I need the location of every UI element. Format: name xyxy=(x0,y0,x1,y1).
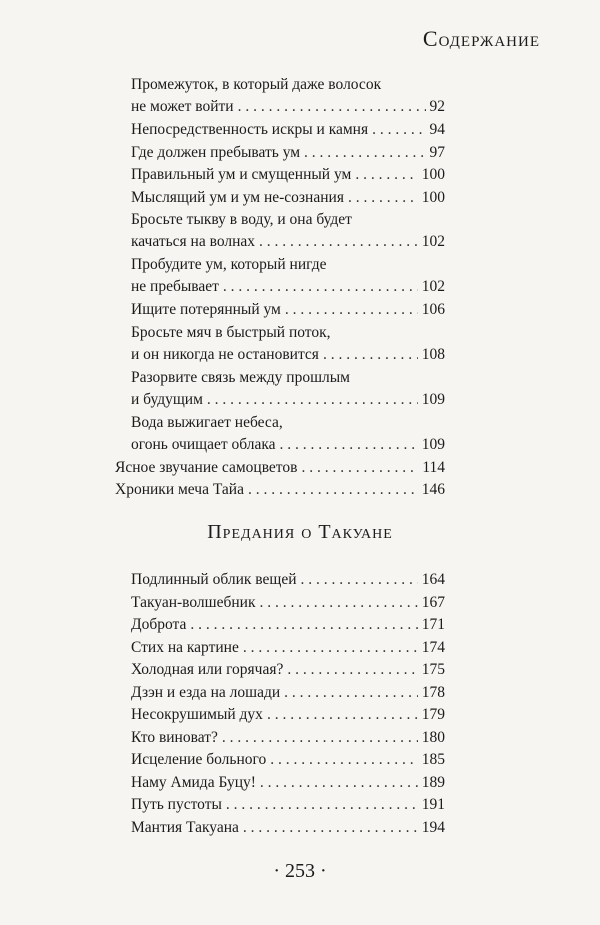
toc-entry xyxy=(131,119,445,141)
toc-entry-title: Пробудите ум, который нигде xyxy=(131,256,327,273)
toc-entry xyxy=(131,772,445,794)
toc-entry-page: 178 xyxy=(421,683,445,701)
dot-leader xyxy=(226,794,418,816)
dot-leader xyxy=(270,749,418,771)
toc-entry xyxy=(131,794,445,816)
dot-leader xyxy=(301,457,418,479)
dot-leader xyxy=(222,727,418,749)
toc-entry xyxy=(131,412,445,456)
toc-entry-title: Путь пустоты xyxy=(131,796,222,813)
toc-entry-page: 100 xyxy=(421,188,445,206)
toc-entry-title: качаться на волнах xyxy=(131,233,256,250)
toc-entry-page: 185 xyxy=(421,751,445,768)
dot-leader xyxy=(243,817,418,839)
toc-entry-title: огонь очищает облака xyxy=(131,435,276,453)
dot-leader xyxy=(285,299,418,321)
toc-entry-page: 167 xyxy=(421,593,445,611)
toc-entry xyxy=(115,457,445,479)
dot-leader xyxy=(287,659,417,681)
toc-entry xyxy=(131,659,445,681)
toc-entry xyxy=(131,569,445,591)
dot-leader xyxy=(243,637,418,659)
toc-entry xyxy=(131,682,445,704)
toc-entry xyxy=(131,254,445,298)
toc-entry-page: 191 xyxy=(421,796,445,813)
toc-entry-title: Доброта xyxy=(131,616,187,633)
toc-entry-title: Несокрушимый дух xyxy=(131,706,263,723)
toc-entry xyxy=(131,164,445,186)
toc-entry-title: Кто виноват? xyxy=(131,728,218,746)
toc-entry-title: Холодная или горячая? xyxy=(131,661,284,678)
toc-entry-title: Правильный ум и смущенный ум xyxy=(131,166,352,183)
toc-entry xyxy=(131,727,445,749)
toc-entry-title: Непосредственность искры и камня xyxy=(131,121,369,138)
section-title: Предания о Такуане xyxy=(207,521,393,543)
toc-entry-page: 97 xyxy=(429,143,445,161)
page-number: · 253 · xyxy=(273,860,327,882)
toc-entry-title: Вода выжигает небеса, xyxy=(131,413,283,431)
toc-entry-title: Ясное звучание самоцветов xyxy=(115,458,298,476)
dot-leader xyxy=(190,614,417,636)
dot-leader xyxy=(223,276,418,298)
toc-entry-page: 100 xyxy=(421,166,445,183)
dot-leader xyxy=(259,592,417,614)
toc-entry-title: Где должен пребывать ум xyxy=(131,143,301,161)
toc-entry-page: 174 xyxy=(421,638,445,656)
toc-entry xyxy=(115,479,445,501)
toc-entry-title: Стих на картине xyxy=(131,638,239,656)
dot-leader xyxy=(238,96,426,118)
toc-entry-title: Наму Амида Буцу! xyxy=(131,773,256,791)
toc-entry xyxy=(131,749,445,771)
dot-leader xyxy=(372,119,425,141)
toc-entry xyxy=(131,299,445,321)
toc-entry-title: Подлинный облик вещей xyxy=(131,571,297,588)
toc-entry-title: Разорвите связь между прошлым xyxy=(131,368,350,386)
toc-entry-page: 108 xyxy=(421,345,445,363)
toc-entry-title: не может войти xyxy=(131,98,234,115)
dot-leader xyxy=(301,569,418,591)
toc-entry-page: 92 xyxy=(429,98,445,115)
toc-entry xyxy=(131,817,445,839)
running-header: Содержание xyxy=(422,26,540,51)
toc-entry-page: 171 xyxy=(421,616,445,633)
dot-leader xyxy=(323,344,418,366)
toc-entry-page: 94 xyxy=(429,121,445,138)
dot-leader xyxy=(355,164,417,186)
dot-leader xyxy=(248,479,418,501)
toc-entry xyxy=(131,637,445,659)
toc-entry-title: Хроники меча Тайа xyxy=(115,481,244,498)
dot-leader xyxy=(284,682,418,704)
toc-entry xyxy=(131,322,445,366)
toc-entry-page: 179 xyxy=(421,706,445,723)
dot-leader xyxy=(207,389,418,411)
toc-entry-title: не пребывает xyxy=(131,278,219,295)
toc-entry-title: Мантия Такуана xyxy=(131,818,239,836)
dot-leader xyxy=(260,772,418,794)
toc-entry xyxy=(131,367,445,411)
toc-entry-page: 114 xyxy=(422,458,445,476)
toc-entry-page: 106 xyxy=(421,301,445,318)
toc-entry-title: и будущим xyxy=(131,390,203,408)
toc-entry xyxy=(131,142,445,164)
toc-entry-page: 109 xyxy=(421,390,445,408)
dot-leader xyxy=(348,187,418,209)
toc-entry-title: Ищите потерянный ум xyxy=(131,301,281,318)
toc-entry xyxy=(131,74,445,118)
toc-entry-page: 189 xyxy=(421,773,445,791)
toc-entry-title: Промежуток, в который даже волосок xyxy=(131,76,382,93)
toc-entry-page: 102 xyxy=(421,233,445,250)
toc-entry-title: и он никогда не остановится xyxy=(131,345,319,363)
toc-entry-page: 146 xyxy=(421,481,445,498)
toc-entry xyxy=(131,209,445,253)
toc-entry xyxy=(131,592,445,614)
toc-entry xyxy=(131,614,445,636)
toc-entry-title: Дзэн и езда на лошади xyxy=(131,683,281,701)
dot-leader xyxy=(259,231,418,253)
toc-entry-page: 194 xyxy=(421,818,445,836)
toc-entry-page: 102 xyxy=(421,278,445,295)
dot-leader xyxy=(304,142,425,164)
toc-entry-page: 109 xyxy=(421,435,445,453)
toc-entry xyxy=(131,187,445,209)
toc-entry xyxy=(131,704,445,726)
toc-entry-title: Мыслящий ум и ум не-сознания xyxy=(131,188,344,206)
toc-entry-title: Бросьте мяч в быстрый поток, xyxy=(131,323,331,341)
toc-entry-page: 164 xyxy=(421,571,445,588)
toc-entry-page: 180 xyxy=(421,728,445,746)
toc-entry-page: 175 xyxy=(421,661,445,678)
toc-entry-title: Такуан-волшебник xyxy=(131,593,256,611)
dot-leader xyxy=(267,704,418,726)
toc-entry-title: Бросьте тыкву в воду, и она будет xyxy=(131,211,352,228)
dot-leader xyxy=(280,434,418,456)
toc-entry-title: Исцеление больного xyxy=(131,751,267,768)
